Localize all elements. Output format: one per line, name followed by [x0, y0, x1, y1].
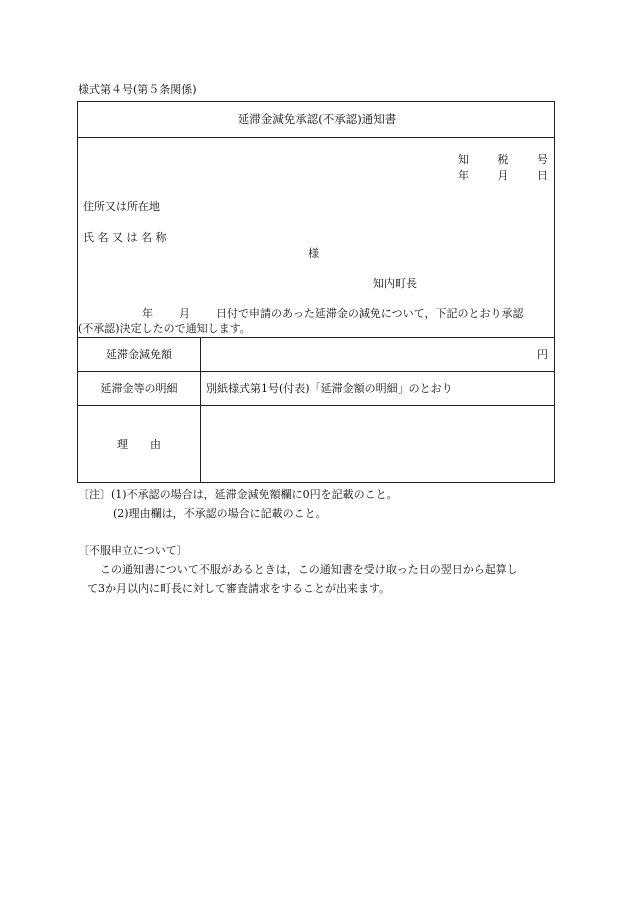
reason-label: 理 由: [117, 438, 161, 451]
title-divider: [78, 137, 554, 138]
honorific-sama: 様: [308, 247, 319, 260]
name-label: 氏 名 又 は 名 称: [83, 231, 167, 244]
appeal-text-line2: て3か月以内に町長に対して審査請求をすることが出来ます。: [87, 582, 391, 595]
document-number-line: [458, 154, 548, 165]
date-day: 日: [537, 169, 548, 182]
notice-body-line2: (不承認)決定したので通知します。: [78, 322, 251, 335]
table-row-divider: [78, 371, 554, 372]
issuer-name: 知内町長: [373, 277, 417, 290]
date-year: 年: [458, 169, 469, 182]
details-label: 延滞金等の明細: [100, 382, 178, 395]
appeal-heading: 〔不服申立について〕: [78, 544, 188, 557]
table-row-divider: [78, 405, 554, 406]
appeal-text-line1: この通知書について不服があるときは，この通知書を受け取った日の翌日から起算し: [100, 563, 518, 576]
form-number-label: 様式第４号(第５条関係): [78, 83, 197, 96]
notice-form-frame: [77, 101, 555, 483]
body-year: 年: [142, 307, 153, 320]
address-label: 住所又は所在地: [83, 200, 160, 213]
details-value: 別紙様式第1号(付表)「延滞金額の明細」のとおり: [206, 382, 453, 395]
document-number-prefix: 知: [458, 153, 469, 166]
document-date-line: [458, 170, 548, 181]
table-column-divider: [200, 337, 201, 482]
body-month: 月: [179, 307, 190, 320]
document-number-suffix: 号: [537, 153, 548, 166]
document-title: 延滞金減免承認(不承認)通知書: [237, 112, 397, 126]
reduction-amount-label: 延滞金減免額: [106, 348, 172, 361]
date-month: 月: [497, 169, 509, 182]
body-line1-rest: 日付で申請のあった延滞金の減免について，下記のとおり承認: [216, 307, 524, 320]
document-number-tax: 税: [497, 153, 509, 166]
note-1: 〔注〕(1)不承認の場合は，延滞金減免額欄に0円を記載のこと。: [78, 488, 398, 501]
note-2: (2)理由欄は，不承認の場合に記載のこと。: [113, 507, 327, 520]
table-top-line: [78, 337, 554, 338]
reduction-amount-unit: 円: [537, 348, 548, 361]
